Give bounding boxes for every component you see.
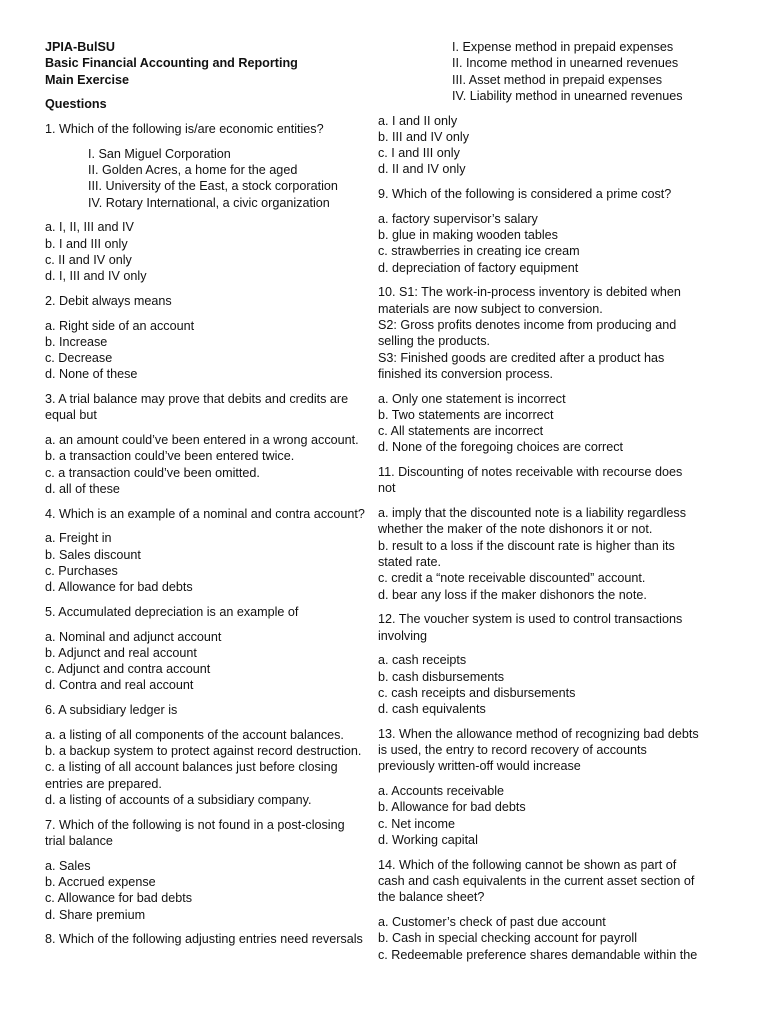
text-line: a. cash receipts (378, 653, 467, 668)
text-line: S2: Gross profits denotes income from producing and (378, 318, 677, 333)
text-line: c. cash receipts and disbursements (378, 685, 576, 700)
text-line: c. All statements are incorrect (378, 424, 544, 439)
text-block (45, 817, 385, 850)
text-line: III. University of the East, a stock corporation (88, 179, 338, 194)
text-line: 2. Debit always means (45, 293, 172, 308)
text-block (378, 914, 728, 963)
text-line: 5. Accumulated depreciation is an example of (45, 604, 299, 619)
text-line: b. Allowance for bad debts (378, 800, 526, 815)
text-line: 4. Which is an example of a nominal and contra account? (45, 506, 365, 521)
text-line: cash and cash equivalents in the current asset section of (378, 874, 695, 889)
text-line: 10. S1: The work-in-process inventory is debited when (378, 285, 681, 300)
text-block (45, 432, 385, 497)
text-block (378, 464, 728, 497)
text-line: d. Working capital (378, 833, 478, 848)
text-block (45, 604, 385, 620)
text-line: stated rate. (378, 555, 442, 570)
text-line: previously written-off would increase (378, 759, 581, 774)
text-line: c. credit a “note receivable discounted” account. (378, 571, 646, 586)
right-column (378, 39, 728, 971)
text-line: b. a transaction could’ve been entered twice. (45, 449, 295, 464)
text-line: c. II and IV only (45, 252, 132, 267)
text-block (378, 726, 728, 775)
roman-list (45, 146, 385, 211)
text-line: 9. Which of the following is considered a prime cost? (378, 187, 672, 202)
text-line: c. a listing of all account balances just before closing (45, 760, 338, 775)
text-block (378, 611, 728, 644)
text-line: 8. Which of the following adjusting entries need reversals (45, 932, 363, 947)
text-line: b. result to a loss if the discount rate is higher than its (378, 538, 675, 553)
text-line: a. Accounts receivable (378, 784, 505, 799)
text-block (378, 186, 728, 202)
text-block (45, 858, 385, 923)
text-line: I. Expense method in prepaid expenses (452, 40, 674, 54)
text-block (378, 783, 728, 848)
text-line: b. cash disbursements (378, 669, 504, 684)
text-line: c. Adjunct and contra account (45, 662, 211, 677)
text-line: a. Sales (45, 858, 91, 873)
text-block (378, 652, 728, 717)
text-line: a. Right side of an account (45, 318, 195, 333)
text-line: Basic Financial Accounting and Reporting (45, 56, 298, 71)
text-line: a. Freight in (45, 531, 112, 546)
text-block (45, 219, 385, 284)
text-line: S3: Finished goods are credited after a product has (378, 350, 665, 365)
text-line: c. Net income (378, 816, 455, 831)
text-line: a. I and II only (378, 113, 458, 128)
text-line: III. Asset method in prepaid expenses (452, 72, 663, 87)
text-line: 12. The voucher system is used to control transactions (378, 612, 683, 627)
text-line: 7. Which of the following is not found in a post-closing (45, 817, 345, 832)
text-line: Questions (45, 97, 107, 112)
roman-list (378, 39, 728, 104)
text-line: a. a listing of all components of the account balances. (45, 727, 344, 742)
text-line: 1. Which of the following is/are economic entities? (45, 121, 324, 136)
text-line: b. glue in making wooden tables (378, 228, 558, 243)
text-block (45, 318, 385, 383)
text-line: c. strawberries in creating ice cream (378, 244, 580, 259)
text-line: 3. A trial balance may prove that debits and credits are (45, 392, 349, 407)
text-line: d. bear any loss if the maker dishonors the note. (378, 587, 647, 602)
text-line: a. I, II, III and IV (45, 220, 134, 235)
text-line: c. Purchases (45, 563, 118, 578)
text-line: d. Contra and real account (45, 678, 194, 693)
text-line: a. an amount could’ve been entered in a wrong account. (45, 433, 359, 448)
text-line: b. Increase (45, 334, 108, 349)
text-line: whether the maker of the note dishonors it or not. (378, 522, 653, 537)
text-line: materials are now subject to conversion. (378, 301, 603, 316)
text-line: c. I and III only (378, 146, 460, 161)
text-line: 13. When the allowance method of recognizing bad debts (378, 726, 699, 741)
text-block (378, 284, 728, 382)
text-line: b. Accrued expense (45, 875, 156, 890)
text-line: a. factory supervisor’s salary (378, 211, 538, 226)
text-block (378, 211, 728, 276)
text-line: the balance sheet? (378, 890, 485, 905)
text-line: a. imply that the discounted note is a liability regardless (378, 506, 687, 521)
text-line: IV. Rotary International, a civic organization (88, 195, 330, 210)
text-line: d. None of these (45, 367, 138, 382)
text-line: d. Share premium (45, 907, 146, 922)
text-line: trial balance (45, 834, 113, 849)
text-line: Main Exercise (45, 72, 130, 87)
text-line: c. Decrease (45, 351, 113, 366)
text-line: a. Only one statement is incorrect (378, 391, 566, 406)
text-line: b. a backup system to protect against record destruction. (45, 744, 362, 759)
text-line: equal but (45, 408, 97, 423)
text-block (45, 506, 385, 522)
text-block (45, 727, 385, 808)
text-line: d. None of the foregoing choices are correct (378, 440, 624, 455)
text-line: d. II and IV only (378, 162, 466, 177)
text-line: a. Customer’s check of past due account (378, 915, 606, 930)
text-line: b. Sales discount (45, 547, 141, 562)
text-block (378, 505, 728, 603)
text-block (45, 931, 385, 947)
text-line: d. depreciation of factory equipment (378, 260, 579, 275)
text-line: is used, the entry to record recovery of accounts (378, 743, 647, 758)
text-line: d. I, III and IV only (45, 269, 147, 284)
text-line: b. III and IV only (378, 129, 470, 144)
text-line: c. a transaction could’ve been omitted. (45, 465, 260, 480)
text-line: c. Allowance for bad debts (45, 891, 193, 906)
text-line: c. Redeemable preference shares demandable within the (378, 947, 698, 962)
text-line: 14. Which of the following cannot be shown as part of (378, 857, 677, 872)
text-block (45, 391, 385, 424)
text-block (378, 857, 728, 906)
text-line: d. a listing of accounts of a subsidiary company. (45, 793, 312, 808)
text-block (45, 629, 385, 694)
text-line: d. cash equivalents (378, 702, 486, 717)
text-block (45, 293, 385, 309)
text-line: 6. A subsidiary ledger is (45, 703, 178, 718)
text-line: I. San Miguel Corporation (88, 146, 231, 161)
left-column (45, 39, 385, 956)
text-block (45, 530, 385, 595)
text-line: involving (378, 628, 428, 643)
text-line: JPIA-BulSU (45, 40, 115, 54)
text-line: d. Allowance for bad debts (45, 580, 193, 595)
text-line: d. all of these (45, 481, 120, 496)
text-line: a. Nominal and adjunct account (45, 629, 222, 644)
text-line: II. Income method in unearned revenues (452, 56, 679, 71)
text-line: b. Cash in special checking account for payroll (378, 931, 638, 946)
text-line: entries are prepared. (45, 776, 162, 791)
text-line: b. I and III only (45, 236, 128, 251)
text-line: selling the products. (378, 334, 491, 349)
text-block (378, 113, 728, 178)
text-line: b. Adjunct and real account (45, 645, 197, 660)
heading-block (45, 96, 385, 112)
text-line: not (378, 481, 396, 496)
text-block (45, 702, 385, 718)
text-line: finished its conversion process. (378, 366, 553, 381)
text-line: b. Two statements are incorrect (378, 407, 554, 422)
text-line: 11. Discounting of notes receivable with recourse does (378, 465, 683, 480)
text-block (378, 391, 728, 456)
heading-block (45, 39, 385, 88)
text-block (45, 121, 385, 137)
text-line: II. Golden Acres, a home for the aged (88, 162, 298, 177)
text-line: IV. Liability method in unearned revenues (452, 88, 683, 103)
